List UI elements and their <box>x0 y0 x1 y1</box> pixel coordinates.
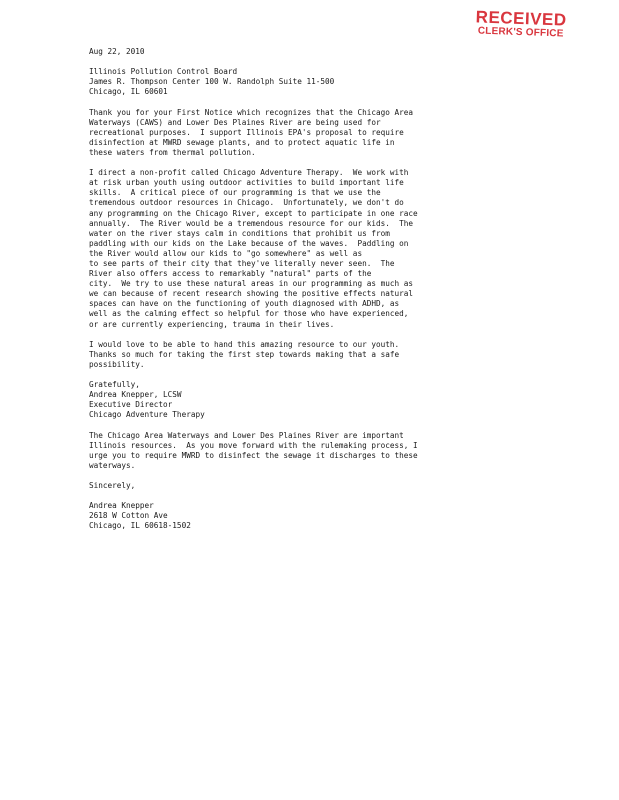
text-line: city. We try to use these natural areas in our programming as much as <box>89 279 413 289</box>
sender-city: Chicago, IL 60618-1502 <box>89 521 191 531</box>
signoff-line: Sincerely, <box>89 481 136 491</box>
text-line: skills. A critical piece of our programming is that we use the <box>89 188 381 198</box>
text-line: paddling with our kids on the Lake because of the waves. Paddling on <box>89 238 409 248</box>
recipient-line: Illinois Pollution Control Board <box>89 67 238 77</box>
text-line: or are currently experiencing, trauma in their lives. <box>89 319 335 329</box>
text-line: tremendous outdoor resources in Chicago. Unfortunately, we don't do <box>89 198 404 208</box>
sender-name: Andrea Knepper <box>89 501 154 511</box>
text-line: these waters from thermal pollution. <box>89 147 256 157</box>
text-line: possibility. <box>89 359 145 369</box>
recipient-address <box>89 67 489 97</box>
letter-date <box>89 47 489 57</box>
text-line: The Chicago Area Waterways and Lower Des Plaines River are important <box>89 430 404 440</box>
text-line: to see parts of their city that they've literally never seen. The <box>89 258 395 268</box>
recipient-line: James R. Thompson Center 100 W. Randolph Suite 11-500 <box>89 77 335 87</box>
text-line: spaces can have on the functioning of youth diagnosed with ADHD, as <box>89 299 400 309</box>
text-line: recreational purposes. I support Illinois EPA's proposal to require <box>89 127 404 137</box>
letter-body <box>89 47 489 542</box>
text-line: any programming on the Chicago River, except to participate in one race <box>89 208 418 218</box>
date-line: Aug 22, 2010 <box>89 47 145 56</box>
text-line: we can because of recent research showing the positive effects natural <box>89 289 413 299</box>
closing-signature-block <box>89 380 489 420</box>
text-line: Thanks so much for taking the first step towards making that a safe <box>89 349 400 359</box>
received-stamp <box>466 8 577 40</box>
text-line: well as the calming effect so helpful for those who have experienced, <box>89 309 409 319</box>
text-line: at risk urban youth using outdoor activities to build important life <box>89 178 404 188</box>
stamp-clerks-office-text: CLERK'S OFFICE <box>477 25 564 40</box>
signer-title: Executive Director <box>89 400 173 410</box>
text-line: annually. The River would be a tremendous resource for our kids. The <box>89 218 413 228</box>
text-line: I direct a non-profit called Chicago Adventure Therapy. We work with <box>89 168 409 178</box>
text-line: the River would allow our kids to "go somewhere" as well as <box>89 248 363 258</box>
text-line: Waterways (CAWS) and Lower Des Plaines River are being used for <box>89 117 381 127</box>
signoff <box>89 481 489 491</box>
text-line: I would love to be able to hand this amazing resource to our youth. <box>89 339 400 349</box>
text-line: water on the river stays calm in conditions that prohibit us from <box>89 228 390 238</box>
paragraph-adventure-therapy <box>89 168 489 330</box>
text-line: Illinois resources. As you move forward with the rulemaking process, I <box>89 440 418 450</box>
text-line: River also offers access to remarkably "natural" parts of the <box>89 269 372 279</box>
paragraph-request <box>89 431 489 471</box>
sender-street: 2618 W Cotton Ave <box>89 511 168 521</box>
text-line: waterways. <box>89 460 136 470</box>
paragraph-resource <box>89 340 489 370</box>
signer-name: Andrea Knepper, LCSW <box>89 390 182 400</box>
recipient-line: Chicago, IL 60601 <box>89 87 168 97</box>
text-line: Thank you for your First Notice which recognizes that the Chicago Area <box>89 107 413 117</box>
text-line: disinfection at MWRD sewage plants, and to protect aquatic life in <box>89 137 395 147</box>
closing-line: Gratefully, <box>89 380 140 390</box>
stamp-received-text: RECEIVED <box>475 7 567 30</box>
signer-organization: Chicago Adventure Therapy <box>89 410 205 420</box>
text-line: urge you to require MWRD to disinfect the sewage it discharges to these <box>89 450 418 460</box>
sender-address <box>89 501 489 531</box>
paragraph-first-notice <box>89 108 489 158</box>
